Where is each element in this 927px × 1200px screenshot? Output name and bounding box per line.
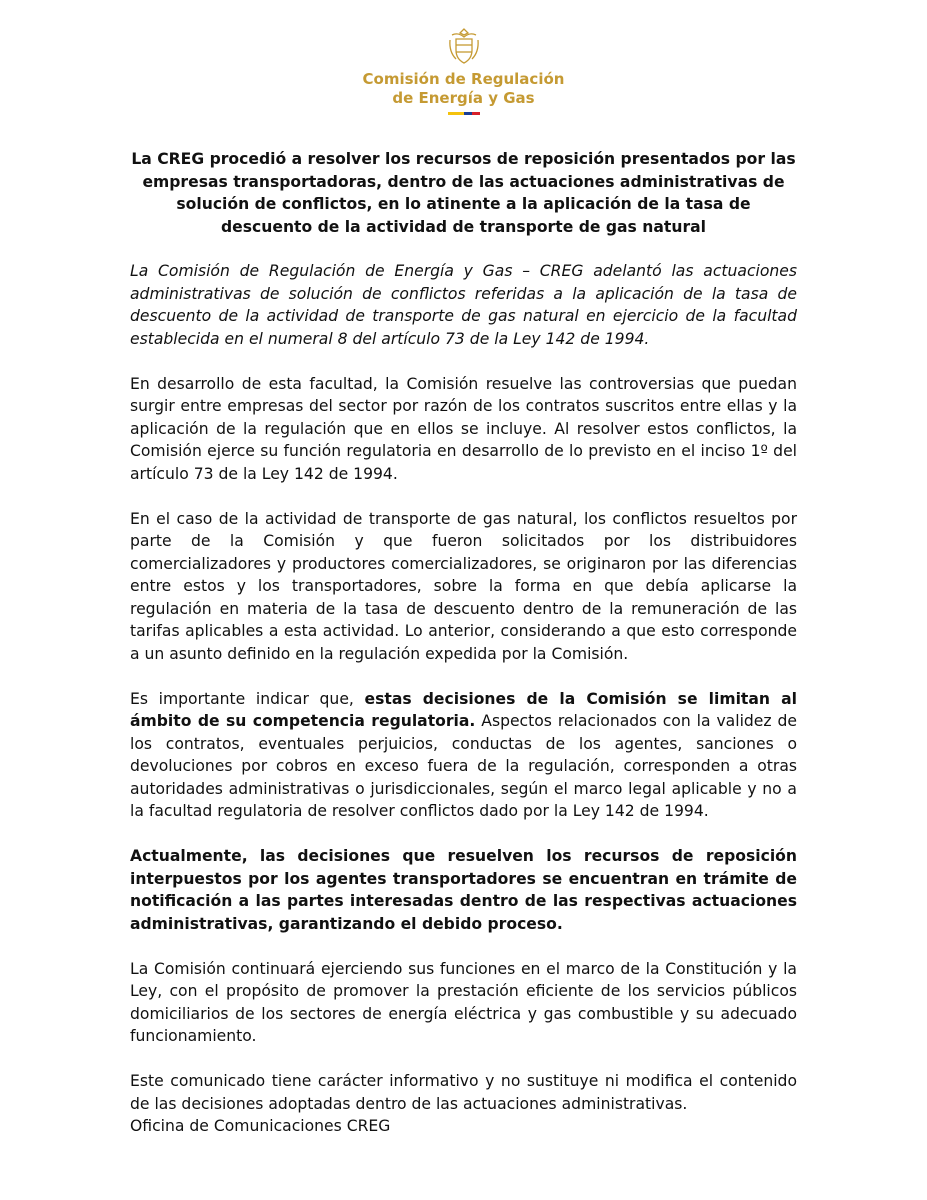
paragraph-scope-bold: estas decisiones de la Comisión se limitan al ámbito de su competencia regulatoria. — [130, 689, 797, 730]
paragraph-scope-rest: Aspectos relacionados con la validez de los contratos, eventuales perjuicios, conductas de los agentes, sanciones o devoluciones por cobros en exceso fuera de la regulación, corresponden a otras autoridades administrativas o jurisdiccionales, según el marco legal aplicable y no a la facultad regulatoria de resolver conflictos dado por la Ley 142 de 1994. — [130, 712, 797, 820]
flag-yellow-stripe — [448, 112, 464, 115]
paragraph-scope-start: Es importante indicar que, — [130, 689, 365, 708]
signature: Oficina de Comunicaciones CREG — [130, 1117, 391, 1135]
flag-blue-stripe — [464, 112, 472, 115]
flag-red-stripe — [472, 112, 480, 115]
paragraph-commitment: La Comisión continuará ejerciendo sus funciones en el marco de la Constitución y la Ley, con el propósito de promover la prestación eficiente de los servicios públicos domiciliarios de los sectores de energía eléctrica y gas combustible y su adecuado funcionamiento. — [130, 959, 797, 1045]
organization-name-line2: de Energía y Gas — [392, 89, 535, 107]
press-release-body — [130, 148, 797, 1138]
organization-name-line1: Comisión de Regulación — [362, 70, 565, 88]
paragraph-gas-transport: En el caso de la actividad de transporte de gas natural, los conflictos resueltos por parte de la Comisión y que fueron solicitados por los distribuidores comercializadores y productores comercializadores, se originaron por las diferencias entre estos y los transportadores, sobre la forma en que debía aplicarse la regulación en materia de la tasa de descuento dentro de la remuneración de las tarifas aplicables a esta actividad. Lo anterior, considerando a que esto corresponde a un asunto definido en la regulación expedida por la Comisión. — [130, 509, 797, 663]
paragraph-scope — [130, 688, 797, 823]
paragraph-disclaimer: Este comunicado tiene carácter informativo y no sustituye ni modifica el contenido de las decisiones adoptadas dentro de las actuaciones administrativas. — [130, 1072, 797, 1113]
colombia-flag-bar — [448, 112, 480, 115]
paragraph-current-status: Actualmente, las decisiones que resuelven los recursos de reposición interpuestos por los agentes transportadores se encuentran en trámite de notificación a las partes interesadas dentro de las respectivas actuaciones administrativas, garantizando el debido proceso. — [130, 847, 797, 933]
organization-name — [363, 70, 565, 108]
paragraph-faculty: En desarrollo de esta facultad, la Comisión resuelve las controversias que puedan surgir entre empresas del sector por razón de los contratos suscritos entre ellas y la aplicación de la regulación que en ellos se incluye. Al resolver estos conflictos, la Comisión ejerce su función regulatoria en desarrollo de lo previsto en el inciso 1º del artículo 73 de la Ley 142 de 1994. — [130, 374, 797, 483]
letterhead — [0, 26, 927, 115]
colombia-coat-of-arms-icon — [446, 26, 482, 66]
press-release-title: La CREG procedió a resolver los recursos de reposición presentados por las empresas transportadoras, dentro de las actuaciones administrativas de solución de conflictos, en lo atinente a la aplicación de la tasa de descuento de la actividad de transporte de gas natural — [131, 150, 796, 236]
intro-paragraph: La Comisión de Regulación de Energía y Gas – CREG adelantó las actuaciones administrativas de solución de conflictos referidas a la aplicación de la tasa de descuento de la actividad de transporte de gas natural en ejercicio de la facultad establecida en el numeral 8 del artículo 73 de la Ley 142 de 1994. — [130, 262, 797, 348]
